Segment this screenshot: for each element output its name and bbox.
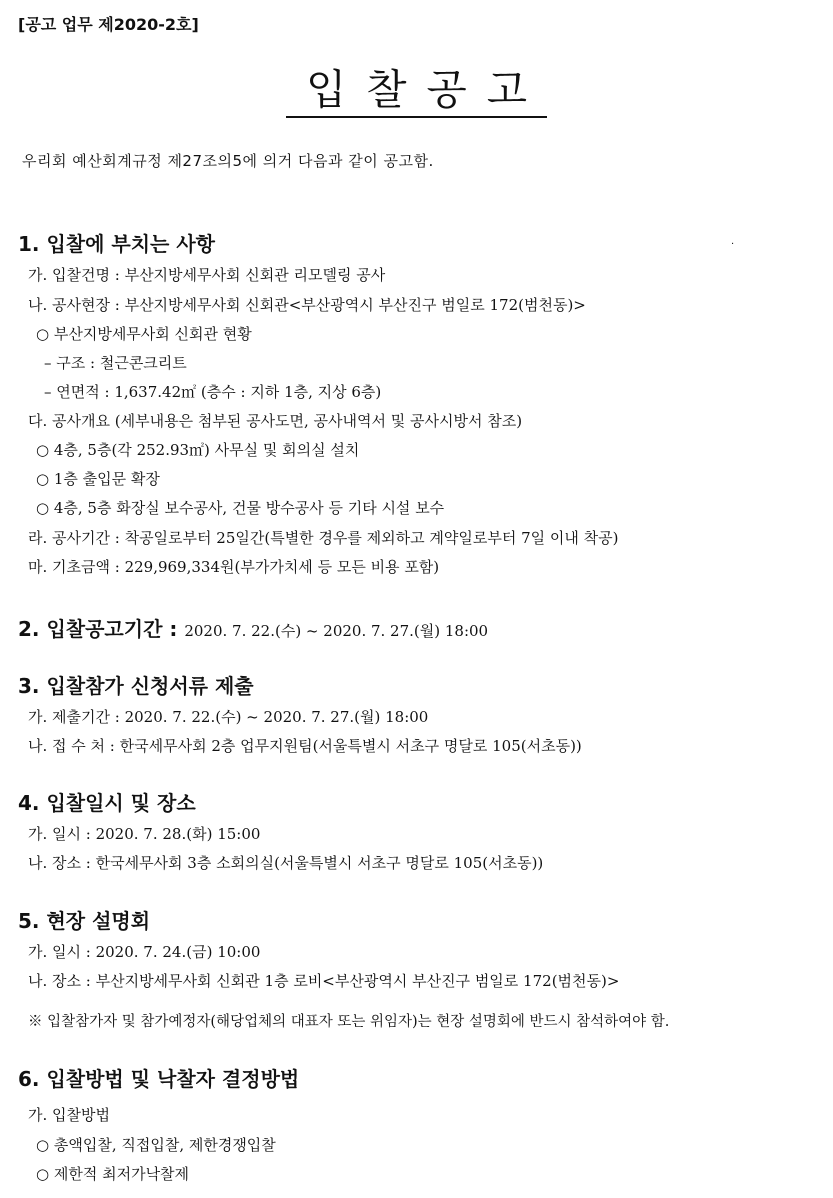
section-1-status-bullet: ○ 부산지방세무사회 신회관 현황: [36, 325, 252, 343]
section-5-item-b: 나. 장소 : 부산지방세무사회 신회관 1층 로비<부산광역시 부산진구 범일로 172(범천동)>: [28, 972, 620, 990]
section-6-bullet-2: ○ 제한적 최저가낙찰제: [36, 1165, 190, 1183]
section-1-structure: – 구조 : 철근콘크리트: [44, 354, 187, 372]
section-2-period: 2020. 7. 22.(수) ~ 2020. 7. 27.(월) 18:00: [184, 622, 489, 640]
section-1-bullet-2: ○ 1층 출입문 확장: [36, 470, 160, 488]
section-1-item-b: 나. 공사현장 : 부산지방세무사회 신회관<부산광역시 부산진구 범일로 172(범천동)>: [28, 296, 586, 314]
title-text: 입찰공고: [286, 65, 547, 118]
section-3-item-a: 가. 제출기간 : 2020. 7. 22.(수) ~ 2020. 7. 27.(월) 18:00: [28, 708, 429, 726]
section-1-bullet-3: ○ 4층, 5층 화장실 보수공사, 건물 방수공사 등 기타 시설 보수: [36, 499, 445, 517]
section-4-item-b: 나. 장소 : 한국세무사회 3층 소회의실(서울특별시 서초구 명달로 105(서초동)): [28, 854, 544, 872]
section-1-item-d: 라. 공사기간 : 착공일로부터 25일간(특별한 경우를 제외하고 계약일로부터 7일 이내 착공): [28, 529, 619, 547]
section-5-note: ※ 입찰참가자 및 참가예정자(해당업체의 대표자 또는 위임자)는 현장 설명회에 반드시 참석하여야 함.: [28, 1014, 670, 1030]
section-1-heading: 1. 입찰에 부치는 사항: [18, 232, 215, 256]
section-6-bullet-1: ○ 총액입찰, 직접입찰, 제한경쟁입찰: [36, 1136, 276, 1154]
section-3-heading: 3. 입찰참가 신청서류 제출: [18, 674, 254, 698]
section-1-bullet-1: ○ 4층, 5층(각 252.93㎡) 사무실 및 회의실 설치: [36, 441, 360, 459]
section-1-item-e: 마. 기초금액 : 229,969,334원(부가가치세 등 모든 비용 포함): [28, 558, 440, 576]
section-6-item-a: 가. 입찰방법: [28, 1106, 110, 1124]
document-number: [공고 업무 제2020-2호]: [18, 15, 199, 34]
section-1-item-c: 다. 공사개요 (세부내용은 첨부된 공사도면, 공사내역서 및 공사시방서 참조): [28, 412, 523, 430]
section-3-item-b: 나. 접 수 처 : 한국세무사회 2층 업무지원팀(서울특별시 서초구 명달로 105(서초동)): [28, 737, 582, 755]
section-1-item-a: 가. 입찰건명 : 부산지방세무사회 신회관 리모델링 공사: [28, 266, 386, 284]
section-2-heading: [18, 613, 488, 642]
section-1-floor-area: – 연면적 : 1,637.42㎡ (층수 : 지하 1층, 지상 6층): [44, 383, 382, 401]
page-title: [0, 56, 833, 116]
section-4-item-a: 가. 일시 : 2020. 7. 28.(화) 15:00: [28, 825, 261, 843]
section-2-heading-label: 2. 입찰공고기간 :: [18, 617, 178, 641]
stray-dot: .: [731, 236, 735, 247]
section-6-heading: 6. 입찰방법 및 낙찰자 결정방법: [18, 1067, 300, 1091]
section-5-heading: 5. 현장 설명회: [18, 909, 151, 933]
intro-paragraph: 우리회 예산회계규정 제27조의5에 의거 다음과 같이 공고함.: [22, 152, 434, 170]
section-4-heading: 4. 입찰일시 및 장소: [18, 791, 196, 815]
section-5-item-a: 가. 일시 : 2020. 7. 24.(금) 10:00: [28, 943, 261, 961]
